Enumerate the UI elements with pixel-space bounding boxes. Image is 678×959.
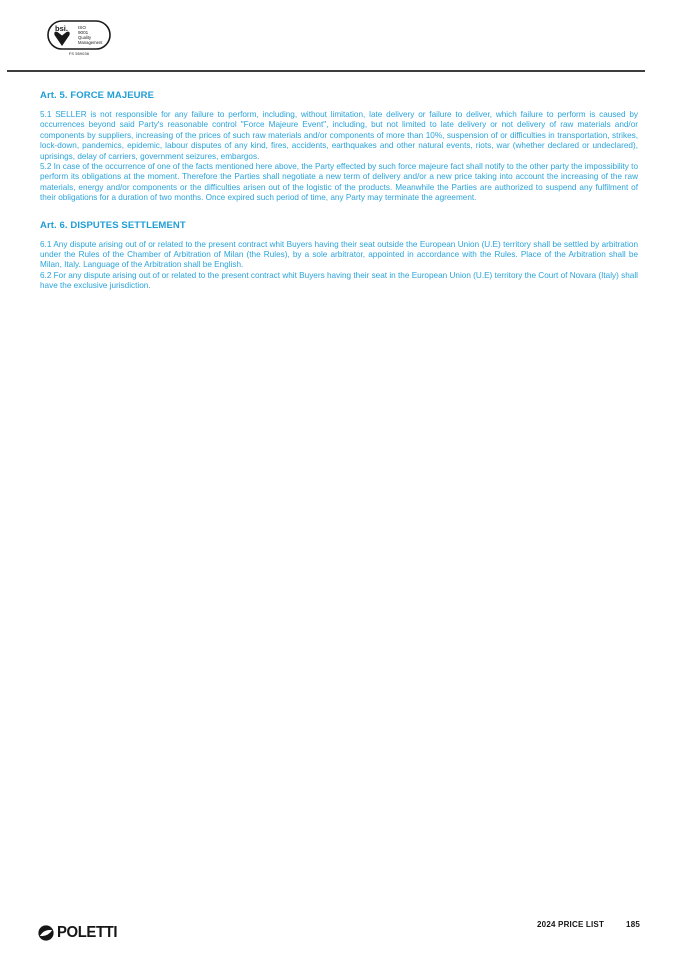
page-number: 185 — [626, 920, 640, 929]
brand-wordmark: POLETTI — [57, 924, 118, 941]
cert-line-iso: ISO — [78, 25, 86, 30]
cert-line-quality: Quality — [78, 35, 92, 40]
article-paragraph: 5.1 SELLER is not responsible for any failure to perform, including, without limitation, late delivery or failure to deliver, which failure to perform is caused by occurrences beyond said Party's reasonable control "Force Majeure Event", including, but not limited to late delivery or not delivery of raw materials and/or components by suppliers, increasing of the prices of such raw materials and/or components of more than 10%, suspension of or difficulties in transportation, strikes, lock-down, pandemics, epidemic, labour disputes of any kind, fires, accidents, earthquakes and other natural events, riots, war (whether declared or undeclared), uprisings, delay of carriers, government seizures, embargos. — [40, 110, 638, 161]
bsi-kitemark-icon — [54, 32, 69, 46]
poletti-logo-icon — [38, 925, 54, 941]
article-paragraph: 5.2 In case of the occurrence of one of the facts mentioned here above, the Party effected by such force majeure fact shall notify to the other party the impossibility to perform its obligations at the moment. Therefore the Parties shall negotiate a new term of delivery and/or a new price taking into account the increasing of the raw materials, energy and/or components or the difficulties arisen out of the logistic of the products. Meanwhile the Parties are authorized to suspend any fulfilment of their obligations for a duration of two months. Once expired such period of time, any Party may terminate the agreement. — [40, 162, 638, 203]
article-heading: Art. 6. DISPUTES SETTLEMENT — [40, 219, 186, 231]
header-divider — [7, 70, 645, 72]
certification-mark — [47, 20, 111, 59]
footer-meta — [537, 920, 640, 929]
cert-line-management: Management — [78, 40, 103, 45]
article-force-majeure — [40, 90, 638, 204]
certificate-number: FS 559036 — [68, 52, 90, 56]
cert-line-9001: 9001 — [78, 30, 89, 35]
doc-title: 2024 PRICE LIST — [537, 920, 605, 929]
article-heading: Art. 5. FORCE MAJEURE — [40, 90, 155, 101]
article-disputes-settlement — [40, 220, 638, 292]
article-paragraph: 6.2 For any dispute arising out of or related to the present contract whit Buyers having their seat in the European Union (U.E) territory the Court of Novara (Italy) shall have the exclusive jurisdiction. — [40, 270, 638, 291]
article-paragraph: 6.1 Any dispute arising out of or related to the present contract whit Buyers having their seat outside the European Union (U.E) territory shall be settled by arbitration under the Rules of the Chamber of Arbitration of Milan (the Rules), by a sole arbitrator, appointed in accordance with the Rules. Place of the Arbitration shall be Milan, Italy. Language of the Arbitration shall be English. — [40, 239, 638, 270]
contract-text — [40, 90, 638, 292]
bsi-iso9001-icon — [47, 20, 111, 51]
bsi-brand-text: bsi. — [55, 24, 68, 33]
brand-logo — [38, 924, 120, 942]
